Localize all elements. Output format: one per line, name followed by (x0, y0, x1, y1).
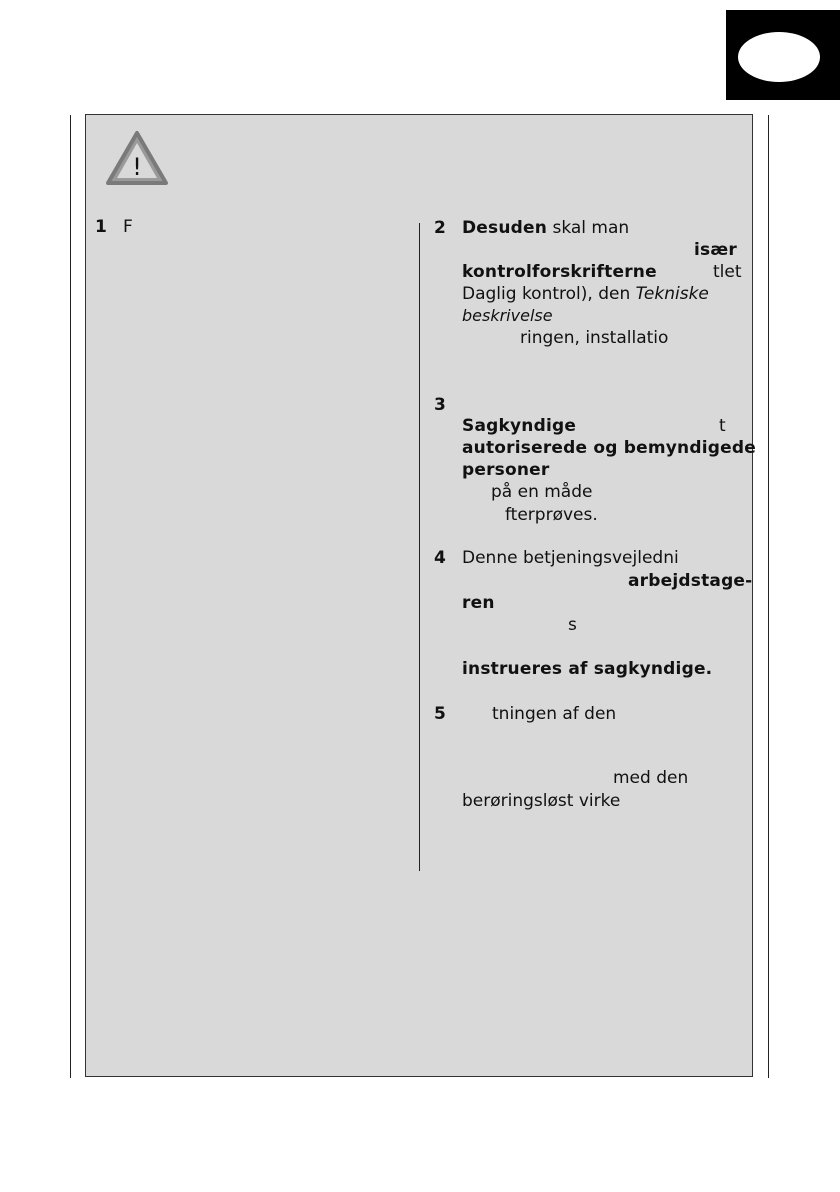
paragraph-line: autoriserede og bemyndigede (462, 438, 756, 458)
paragraph-line: ren (462, 593, 495, 613)
item-number: 1 (95, 217, 107, 237)
paragraph-line: Denne betjeningsvejledni (462, 548, 679, 568)
right-margin-line (768, 115, 769, 1078)
paragraph-line: ringen, installatio (520, 328, 669, 348)
paragraph-line: Desuden skal man (462, 218, 630, 238)
item-number: 3 (434, 395, 446, 415)
left-margin-line (70, 115, 71, 1078)
paragraph-line: tlet (713, 262, 742, 282)
column-divider (419, 223, 420, 871)
paragraph-line: s (568, 615, 577, 635)
item-number: 4 (434, 548, 446, 568)
item-number: 5 (434, 704, 446, 724)
paragraph-line: beskrivelse (462, 306, 553, 325)
warning-triangle-icon (104, 129, 170, 189)
paragraph-line: arbejdstage- (628, 571, 753, 591)
paragraph-line: fterprøves. (505, 505, 598, 525)
safety-notice-panel (85, 114, 756, 1077)
paragraph-text: F (123, 217, 133, 237)
paragraph-line: personer (462, 460, 550, 480)
paragraph-line: især (694, 240, 737, 260)
paragraph-line: instrueres af sagkyndige. (462, 659, 713, 679)
paragraph-line: tningen af den (492, 704, 617, 724)
paragraph-line: på en måde (491, 482, 593, 502)
language-oval (738, 32, 820, 82)
paragraph-line: berøringsløst virke (462, 791, 621, 811)
svg-text:!: ! (132, 153, 142, 181)
language-tab (726, 10, 840, 100)
paragraph-line: Daglig kontrol), den Tekniske (462, 284, 709, 304)
paragraph-line: med den (613, 768, 689, 788)
paragraph-line: Sagkyndige (462, 416, 577, 436)
paragraph-line: t (719, 416, 726, 436)
paragraph-line: kontrolforskrifterne (462, 262, 657, 282)
item-number: 2 (434, 218, 446, 238)
